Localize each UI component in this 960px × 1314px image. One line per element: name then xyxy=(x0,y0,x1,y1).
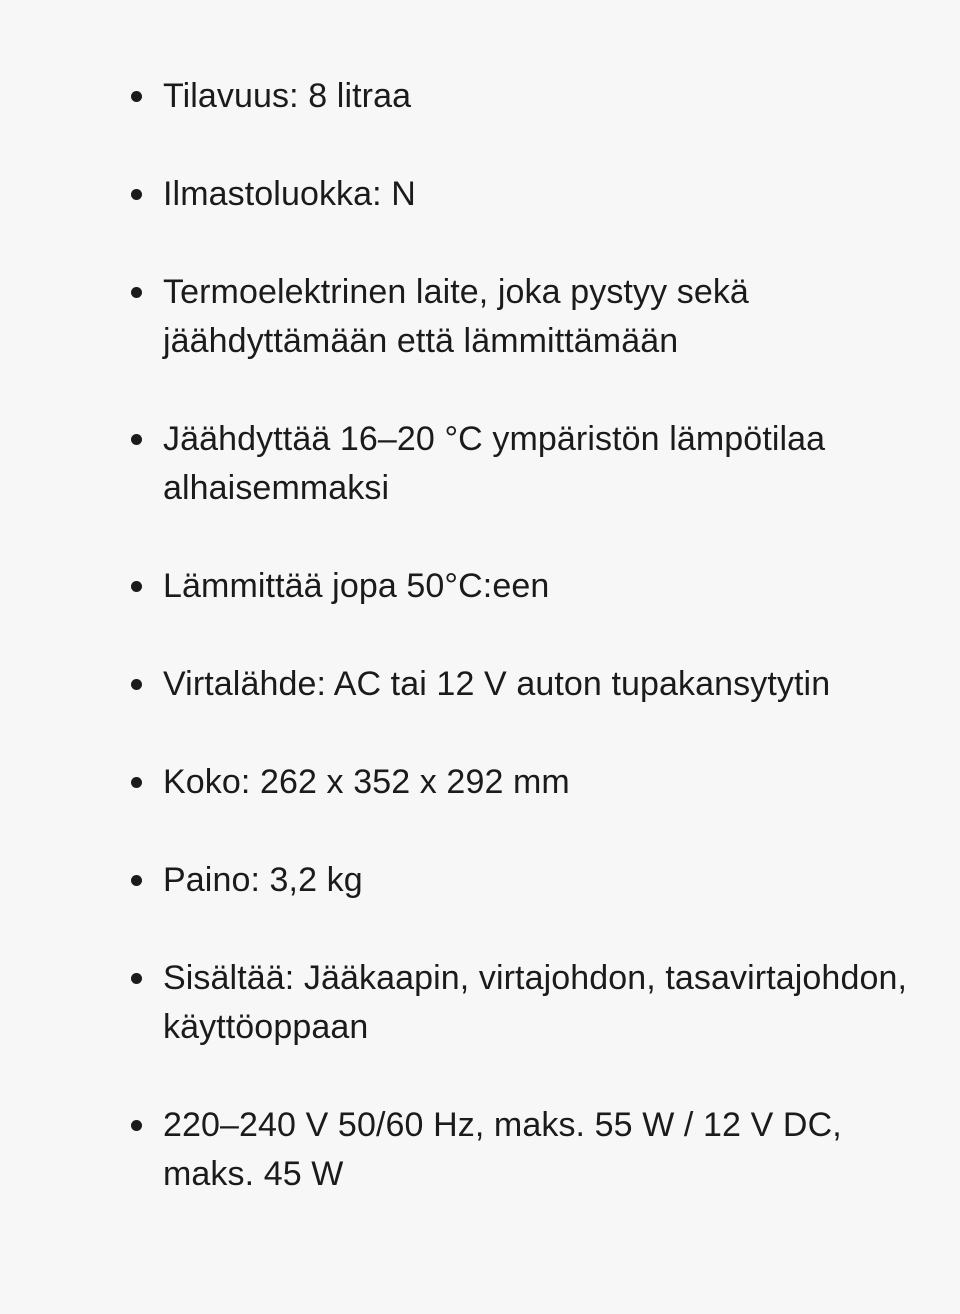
list-item-text: Termoelektrinen laite, joka pystyy sekä jäähdyttämään että lämmittämään xyxy=(163,273,749,360)
bullet-icon xyxy=(131,91,142,102)
list-item-climate-class xyxy=(128,170,938,219)
list-item-capacity xyxy=(128,72,938,121)
spec-list xyxy=(128,72,938,1248)
list-item-heating xyxy=(128,562,938,611)
bullet-icon xyxy=(131,287,142,298)
bullet-icon xyxy=(131,189,142,200)
bullet-icon xyxy=(131,581,142,592)
list-item-thermoelectric xyxy=(128,268,938,366)
list-item-size xyxy=(128,758,938,807)
list-item-power-source xyxy=(128,660,938,709)
list-item-text: Virtalähde: AC tai 12 V auton tupakansytytin xyxy=(163,665,831,703)
bullet-icon xyxy=(131,777,142,788)
list-item-text: Paino: 3,2 kg xyxy=(163,861,363,899)
list-item-cooling xyxy=(128,415,938,513)
bullet-icon xyxy=(131,973,142,984)
list-item-weight xyxy=(128,856,938,905)
list-item-electrical xyxy=(128,1101,938,1199)
bullet-icon xyxy=(131,434,142,445)
list-item-text: Tilavuus: 8 litraa xyxy=(163,77,412,115)
list-item-text: Lämmittää jopa 50°C:een xyxy=(163,567,550,605)
bullet-icon xyxy=(131,875,142,886)
list-item-text: Jäähdyttää 16–20 °C ympäristön lämpötilaa alhaisemmaksi xyxy=(163,420,826,507)
list-item-text: Koko: 262 x 352 x 292 mm xyxy=(163,763,570,801)
list-item-text: 220–240 V 50/60 Hz, maks. 55 W / 12 V DC, maks. 45 W xyxy=(163,1106,842,1193)
list-item-text: Ilmastoluokka: N xyxy=(163,175,416,213)
list-item-contents xyxy=(128,954,938,1052)
bullet-icon xyxy=(131,679,142,690)
list-item-text: Sisältää: Jääkaapin, virtajohdon, tasavirtajohdon, käyttöoppaan xyxy=(163,959,908,1046)
bullet-icon xyxy=(131,1120,142,1131)
